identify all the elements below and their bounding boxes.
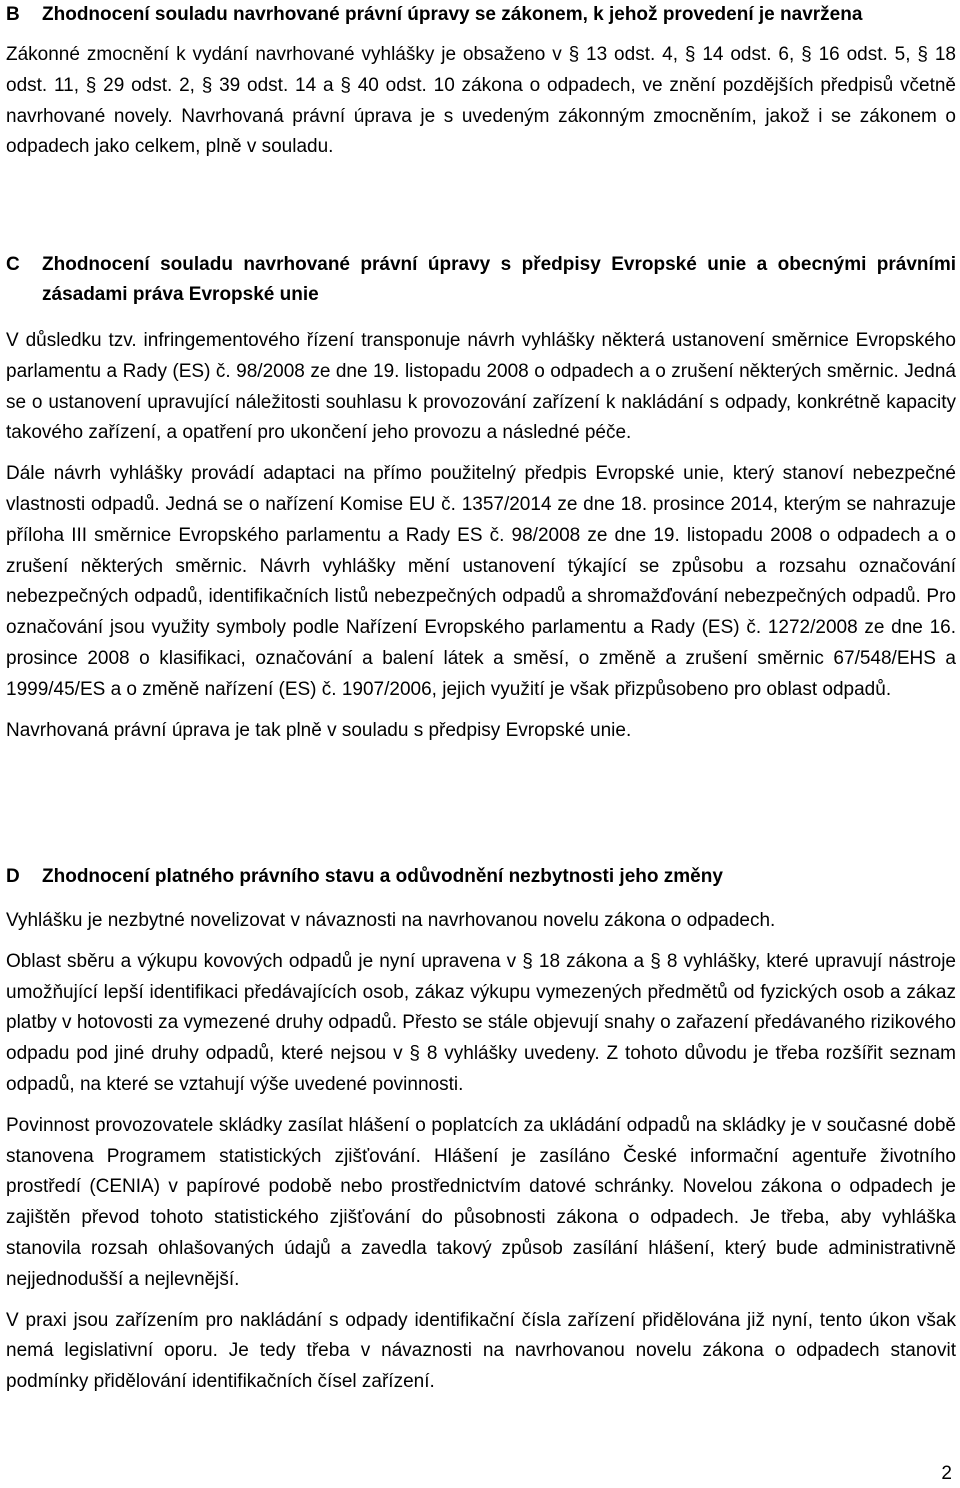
- paragraph: Oblast sběru a výkupu kovových odpadů je nyní upravena v § 18 zákona a § 8 vyhlášky, které upravují nástroje umožňující lepší identifikaci předávajících osob, zákaz výkupu vymezených předmětů od fyzických osob a zákaz platby v hotovosti za vymezené druhy odpadů. Přesto se stále objevují snahy o zařazení předávaného rizikového odpadu pod jiné druhy odpadů, které nejsou v § 8 vyhlášky uvedeny. Z tohoto důvodu je třeba rozšířit seznam odpadů, na které se vztahují výše uvedené povinnosti.: [6, 950, 956, 1095]
- section-d: [6, 862, 956, 1398]
- section-title: Zhodnocení platného právního stavu a odůvodnění nezbytnosti jeho změny: [42, 866, 723, 887]
- paragraph: Navrhovaná právní úprava je tak plně v souladu s předpisy Evropské unie.: [6, 719, 632, 741]
- page-number: 2: [941, 1463, 952, 1484]
- section-letter: B: [6, 4, 20, 25]
- paragraph: Zákonné zmocnění k vydání navrhované vyhlášky je obsaženo v § 13 odst. 4, § 14 odst. 6, § 16 odst. 5, § 18 odst. 11, § 29 odst. 2, § 39 odst. 14 a § 40 odst. 10 zákona o odpadech, ve znění pozdějších předpisů včetně navrhované novely. Navrhovaná právní úprava je s uvedeným zákonným zmocněním, jakož i se zákonem o odpadech jako celkem, plně v souladu.: [6, 44, 956, 158]
- section-letter: D: [6, 866, 20, 887]
- section-heading: [6, 862, 956, 892]
- section-letter: C: [6, 254, 20, 275]
- section-heading: [6, 250, 956, 310]
- section-b: [6, 0, 956, 163]
- section-title: Zhodnocení souladu navrhované právní úpravy s předpisy Evropské unie a obecnými právními zásadami práva Evropské unie: [42, 254, 956, 305]
- paragraph: V důsledku tzv. infringementového řízení transponuje návrh vyhlášky některá ustanovení směrnice Evropského parlamentu a Rady (ES) č. 98/2008 ze dne 19. listopadu 2008 o odpadech a o zrušení některých směrnic. Jedná se o ustanovení upravující náležitosti souhlasu k provozování zařízení k nakládání s odpady, konkrétně kapacity takového zařízení, a opatření pro ukončení jeho provozu a následné péče.: [6, 330, 956, 444]
- paragraph: Vyhlášku je nezbytné novelizovat v návaznosti na navrhovanou novelu zákona o odpadech.: [6, 910, 776, 931]
- paragraph: Dále návrh vyhlášky provádí adaptaci na přímo použitelný předpis Evropské unie, který stanoví nebezpečné vlastnosti odpadů. Jedná se o nařízení Komise EU č. 1357/2014 ze dne 18. prosince 2014, kterým se nahrazuje příloha III směrnice Evropského parlamentu a Rady ES č. 98/2008 ze dne 19. listopadu 2008 o odpadech a o zrušení některých směrnic. Návrh vyhlášky mění ustanovení týkající se způsobu a rozsahu označování nebezpečných odpadů, identifikačních listů nebezpečných odpadů a shromažďování nebezpečných odpadů. Pro označování jsou využity symboly podle Nařízení Evropského parlamentu a Rady (ES) č. 1272/2008 ze dne 16. prosince 2008 o klasifikaci, označování a balení látek a směsí, o změně a zrušení směrnic 67/548/EHS a 1999/45/ES a o změně nařízení (ES) č. 1907/2006, jejich využití je však přizpůsobeno pro oblast odpadů.: [6, 463, 956, 700]
- section-c: [6, 250, 956, 746]
- section-heading: [6, 0, 956, 30]
- paragraph: Povinnost provozovatele skládky zasílat hlášení o poplatcích za ukládání odpadů na skládky je v současné době stanovena Programem statistických zjišťování. Hlášení je zasíláno České informační agentuře životního prostředí (CENIA) v papírové podobě nebo prostřednictvím datové schránky. Novelou zákona o odpadech je zajištěn převod tohoto statistického zjišťování do působnosti zákona o odpadech. Je třeba, aby vyhláška stanovila rozsah ohlašovaných údajů a zavedla takový způsob zasílání hlášení, který bude administrativně nejjednodušší a nejlevnější.: [6, 1114, 956, 1290]
- paragraph: V praxi jsou zařízením pro nakládání s odpady identifikační čísla zařízení přidělována již nyní, tento úkon však nemá legislativní oporu. Je tedy třeba v návaznosti na navrhovanou novelu zákona o odpadech stanovit podmínky přidělování identifikačních čísel zařízení.: [6, 1309, 956, 1393]
- section-title: Zhodnocení souladu navrhované právní úpravy se zákonem, k jehož provedení je navržena: [42, 4, 863, 25]
